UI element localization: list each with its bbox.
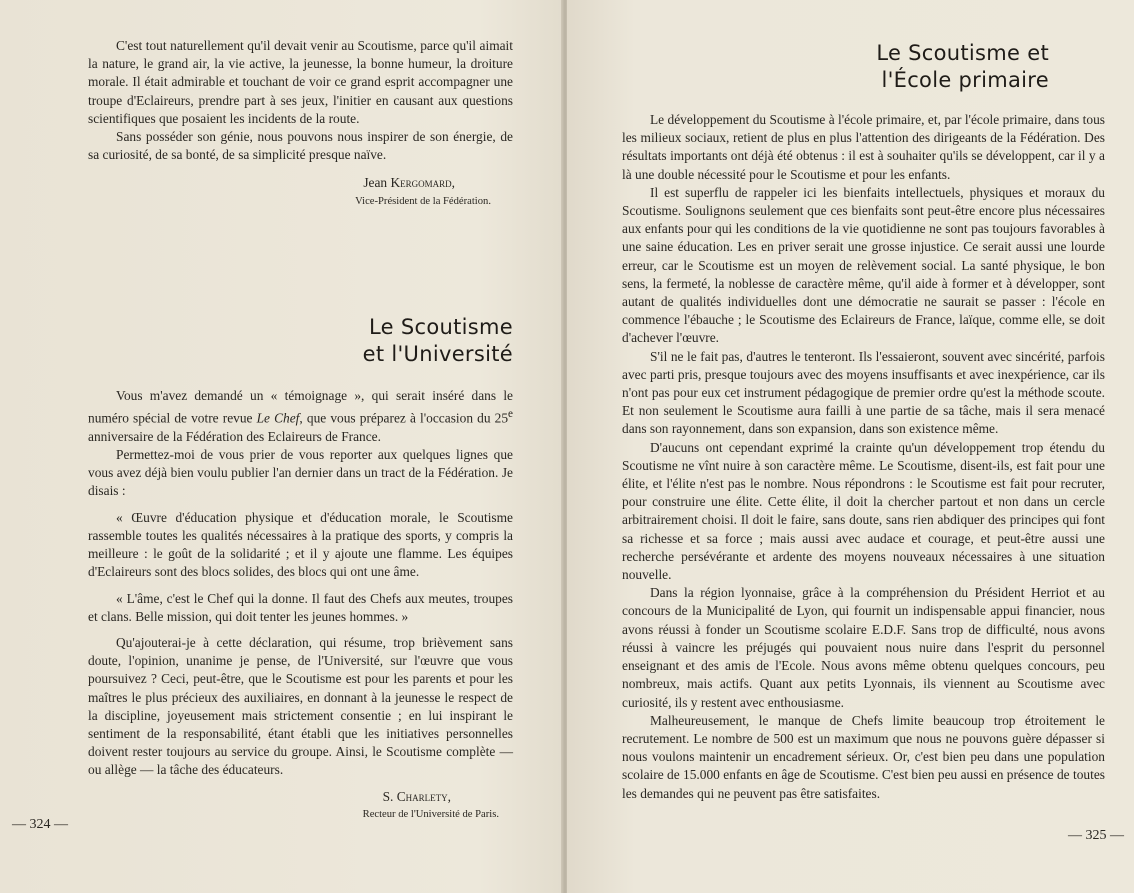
body-paragraph-1 <box>88 387 513 446</box>
body-paragraph-5: Dans la région lyonnaise, grâce à la compréhension du Président Herriot et au concours de la Municipalité de Lyon, qui fournit un indispensable appui financier, nous avons réussi à fonder un Scoutisme scolaire E.D.F. Sans trop de difficulté, nous avons réussi à vaincre les préjugés qui pouvaient nous nuire dans l'esprit du personnel enseignant et des amis de l'Ecole. Nous avons même obtenu quelques concours, peu nombreux, mais actifs. Quant aux petits Lyonnais, ils viennent au Scoutisme avec curiosité, ils y restent avec enthousiasme. <box>622 585 1105 710</box>
revue-title: Le Chef <box>256 410 300 426</box>
para1-text-b: , que vous préparez à l'occasion du 25 <box>299 410 509 426</box>
right-page <box>567 0 1134 893</box>
body-paragraph-6: Malheureusement, le manque de Chefs limite beaucoup trop étroitement le recrutement. Le nombre de 500 est un maximum que nous ne pouvons guère dépasser si nous voulons maintenir un encadrement sérieux. Or, c'est bien peu dans une population scolaire de 15.000 enfants en âge de Scoutisme. C'est bien peu aussi en présence de toutes les demandes qui ne peuvent pas être satisfaites. <box>622 712 1105 801</box>
signature-charlety: S. Charlety, <box>382 788 451 804</box>
title-line-2: l'École primaire <box>881 68 1049 92</box>
page-number-left: — 324 — <box>12 817 68 832</box>
left-page <box>0 0 563 893</box>
para1-text-c: anniversaire de la Fédération des Eclaireurs de France. <box>88 428 381 444</box>
body-paragraph-4: D'aucuns ont cependant exprimé la crainte qu'un développement trop étendu du Scoutisme ne vînt nuire à son caractère même. Le Scoutisme, disent-ils, est fait pour une élite, et l'élite n'est pas le nombre. Nous répondrons : le Scoutisme est fait pour recruter, pour construire une élite. Cette élite, il doit la chercher partout et non dans un cercle arbitrairement choisi. Il doit le faire, sans doute, sans rien abdiquer des principes qui font sa richesse et sa force ; mais aussi avec audace et courage, et peut-être aussi une recherche persévérante et ardente des moyens nouveaux nécessaires à une situation nouvelle. <box>622 439 1105 583</box>
signature-role-vice-president: Vice-Président de la Fédération. <box>355 195 491 207</box>
ordinal-superscript: e <box>508 408 513 421</box>
body-paragraph-1: Le développement du Scoutisme à l'école primaire, et, par l'école primaire, dans tous les milieux sociaux, retient de plus en plus l'attention des dirigeants de la Fédération. Des résultats importants ont déjà été obtenus : il est à souhaiter qu'ils se développent, car il y a là une double nécessité pour le Scoutisme et pour les enfants. <box>622 112 1105 182</box>
title-line-1: Le Scoutisme et <box>876 41 1049 65</box>
article-title-ecole-primaire <box>876 40 1049 94</box>
right-article-body <box>622 111 1105 803</box>
quote-paragraph-2: « L'âme, c'est le Chef qui la donne. Il faut des Chefs aux meutes, troupes et clans. Belle mission, qui doit tenter les jeunes hommes. » <box>88 590 513 624</box>
left-article-body <box>88 387 513 824</box>
article-title-universite <box>363 314 513 368</box>
para1-text-a: Vous m'avez demandé un « témoignage », qui serait inséré dans le numéro spécial de votre revue <box>88 388 513 426</box>
body-paragraph-3: Qu'ajouterai-je à cette déclaration, qui résume, trop brièvement sans doute, l'opinion, unanime je pense, de l'Université, sur l'œuvre que vous poursuivez ? Ceci, peut-être, que le Scoutisme est pour les parents et pour les maîtres le plus précieux des auxiliaires, en donnant à la jeunesse le respect de la discipline, joyeusement mais strictement consentie ; en lui inspirant le sentiment de la responsabilité, étant établi que les initiatives personnelles doivent rester toujours au service du groupe. Ainsi, le Scoutisme complète — ou allège — la tâche des éducateurs. <box>88 634 513 778</box>
body-paragraph-2: Permettez-moi de vous prier de vous reporter aux quelques lignes que vous avez déjà bien voulu publier l'an dernier dans un tract de la Fédération. Je disais : <box>88 447 513 499</box>
intro-paragraph-1: C'est tout naturellement qu'il devait venir au Scoutisme, parce qu'il aimait la nature, le grand air, la vie active, la jeunesse, la bonne humeur, la droiture morale. Il était admirable et touchant de voir ce grand esprit accompagner une troupe d'Eclaireurs, prendre part à ses jeux, l'initier en causant aux questions scientifiques que posaient les incidents de la route. <box>88 38 513 126</box>
intro-paragraph-2: Sans posséder son génie, nous pouvons nous inspirer de son énergie, de sa curiosité, de sa bonté, de sa simplicité presque naïve. <box>88 129 513 163</box>
signature-last-name: Kergomard, <box>390 175 455 191</box>
signature-role-recteur: Recteur de l'Université de Paris. <box>362 808 499 820</box>
title-line-2: et l'Université <box>362 342 513 366</box>
title-line-1: Le Scoutisme <box>369 315 513 339</box>
body-paragraph-2: Il est superflu de rappeler ici les bienfaits intellectuels, physiques et moraux du Scoutisme. Soulignons seulement que ces bienfaits sont peut-être encore plus nécessaires aux enfants pour qui les conditions de la vie quotidienne ne sont pas toujours favorables à une saine éducation. Les en priver serait une grosse injustice. Ce serait aussi une lourde erreur, car le Scoutisme est un moyen de relèvement social. La santé physique, le bon sens, la fermeté, la noblesse de caractère même, qu'il aide à former et à développer, sont autant de qualités individuelles dont une démocratie ne saurait se passer : l'école en commence l'ébauche ; le Scoutisme des Eclaireurs de France, laïque, comme elle, se doit d'achever l'œuvre. <box>622 184 1105 346</box>
signature-first-name: Jean <box>363 175 388 191</box>
quote-paragraph-1: « Œuvre d'éducation physique et d'éducation morale, le Scoutisme rassemble toutes les qualités nécessaires à la pratique des sports, y compris la meilleure : le goût de la solidarité ; et il y ajoute une flamme. Les équipes d'Eclaireurs sont des blocs solides, des blocs qui ont une âme. <box>88 509 513 580</box>
signature-kergomard <box>88 174 513 192</box>
body-paragraph-3: S'il ne le fait pas, d'autres le tenteront. Ils l'essaieront, souvent avec sincérité, parfois avec parti pris, presque toujours avec des moyens insuffisants et avec inexpérience, car ils n'ont pas pour eux cet instrument pédagogique de premier ordre qu'est la méthode scoute. Et non seulement le Scoutisme aura failli à une partie de sa tâche, mais il sera menacé dans son rayonnement, dans son expansion, dans son existence même. <box>622 348 1105 437</box>
left-intro-block <box>88 37 513 211</box>
page-number-right: — 325 — <box>1068 828 1124 843</box>
